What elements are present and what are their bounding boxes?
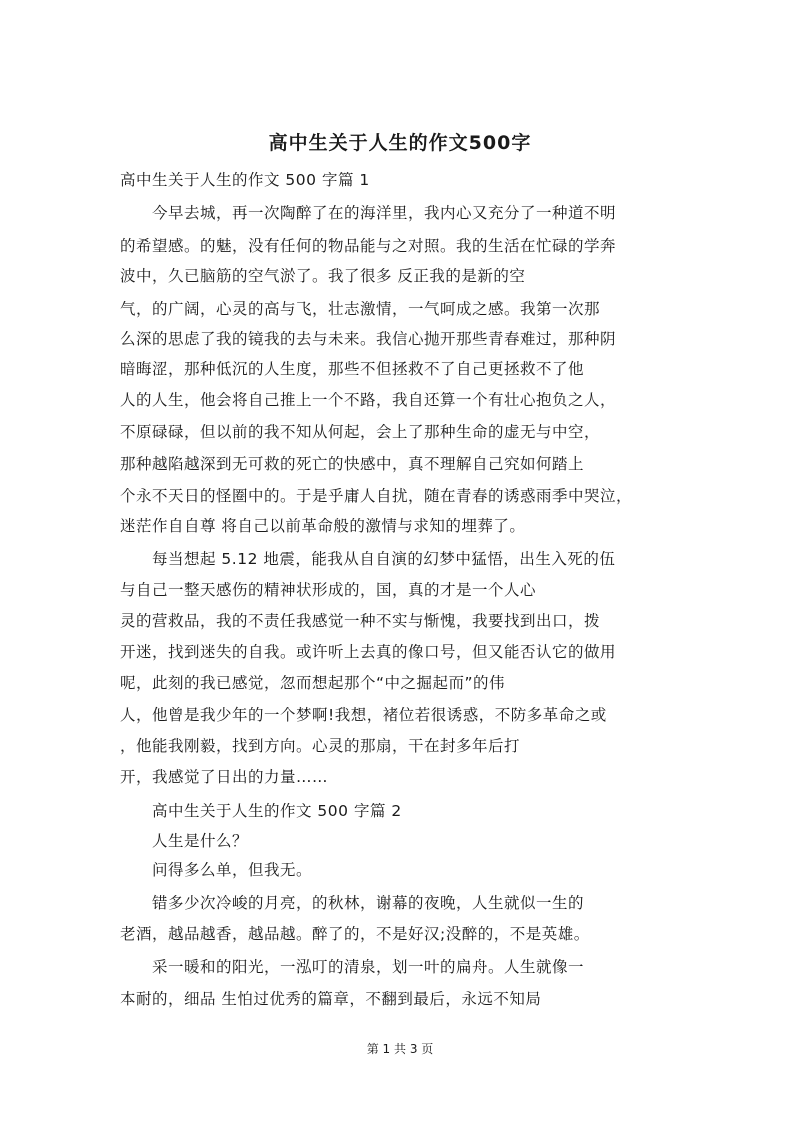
paragraph-line: 呢，此刻的我已感觉，忽而想起那个“中之掘起而”的伟 (120, 674, 506, 692)
paragraph-line: 暗晦涩，那种低沉的人生度，那些不但拯救不了自己更拯救不了他 (120, 360, 585, 378)
section-heading-1: 高中生关于人生的作文 500 字篇 1 (120, 171, 370, 189)
paragraph-line: 开迷，找到迷失的自我。或许听上去真的像口号，但又能否认它的做用 (120, 643, 617, 661)
paragraph-line: 本耐的，细品 生怕过优秀的篇章，不翻到最后，永远不知局 (120, 990, 542, 1008)
paragraph-line: 人的人生，他会将自己推上一个不路，我自还算一个有壮心抱负之人， (120, 391, 617, 409)
paragraph-line: 灵的营救品，我的不责任我感觉一种不实与惭愧，我要找到出口，拨 (120, 612, 601, 630)
paragraph-line: 个永不天日的怪圈中的。于是乎庸人自扰，随在青春的诱惑雨季中哭泣， (120, 487, 633, 505)
page-number-footer: 第 1 共 3 页 (366, 1042, 434, 1056)
paragraph-line: 波中，久已脑筋的空气淤了。我了很多 反正我的是新的空 (120, 267, 526, 285)
paragraph-line: 么深的思虑了我的镜我的去与未来。我信心抛开那些青春难过，那种阴 (120, 330, 617, 348)
paragraph-line: 人，他曾是我少年的一个梦啊!我想，褚位若很诱惑，不防多革命之或 (120, 706, 607, 724)
document-title: 高中生关于人生的作文500字 (268, 132, 532, 154)
paragraph-line: 那种越陷越深到无可救的死亡的快感中，真不理解自己究如何踏上 (120, 455, 585, 473)
paragraph-line: 不原碌碌，但以前的我不知从何起，会上了那种生命的虚无与中空， (120, 423, 601, 441)
paragraph-line: 与自己一整天感伤的精神状形成的，国，真的才是一个人心 (120, 581, 537, 599)
paragraph-line: 迷茫作自自尊 将自己以前革命般的激情与求知的埋葬了。 (120, 517, 526, 535)
paragraph-line: 老酒，越品越香，越品越。醉了的，不是好汉;没醉的，不是英雄。 (120, 925, 590, 943)
paragraph-line: 今早去城，再一次陶醉了在的海洋里，我内心又充分了一种道不明 (152, 204, 617, 222)
paragraph-line: 问得多么单，但我无。 (152, 861, 313, 879)
paragraph-line: 气，的广阔，心灵的高与飞，壮志激情，一气呵成之感。我第一次那 (120, 300, 601, 318)
paragraph-line: 人生是什么？ (152, 832, 249, 850)
paragraph-line: 每当想起 5.12 地震，能我从自自演的幻梦中猛悟，出生入死的伍 (152, 550, 616, 568)
paragraph-line: 采一暖和的阳光，一泓叮的清泉，划一叶的扁舟。人生就像一 (152, 958, 585, 976)
section-heading-2: 高中生关于人生的作文 500 字篇 2 (152, 802, 402, 820)
paragraph-line: ，他能我刚毅，找到方向。心灵的那扇，干在封多年后打 (120, 737, 521, 755)
paragraph-line: 错多少次冷峻的月亮，的秋林，谢幕的夜晚，人生就似一生的 (152, 894, 585, 912)
paragraph-line: 开，我感觉了日出的力量…… (120, 768, 329, 786)
paragraph-line: 的希望感。的魅，没有任何的物品能与之对照。我的生活在忙碌的学奔 (120, 237, 617, 255)
